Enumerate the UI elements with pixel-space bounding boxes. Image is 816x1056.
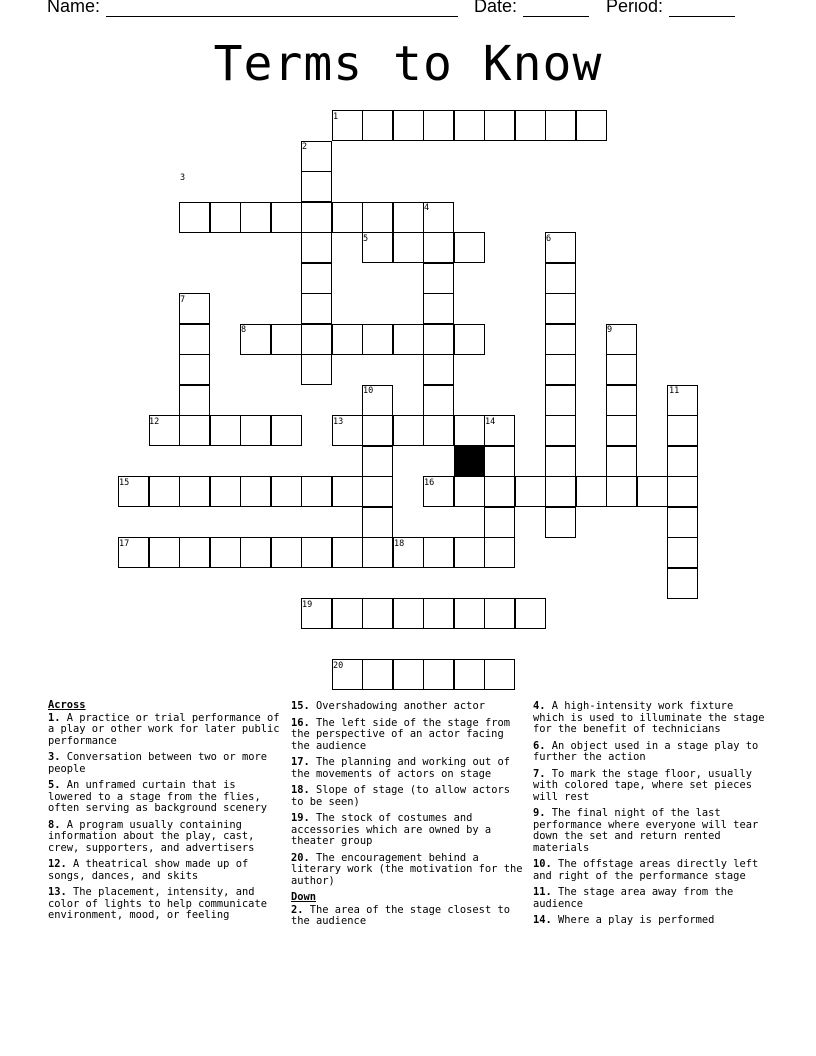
clue-number: 20.	[291, 851, 310, 864]
crossword-cell[interactable]	[545, 385, 576, 416]
crossword-cell[interactable]	[484, 659, 515, 690]
clue-number: 15	[119, 478, 130, 488]
clue-text: The left side of the stage from the perspective of an actor facing the audience	[291, 716, 510, 752]
crossword-cell[interactable]	[393, 232, 424, 263]
crossword-cell[interactable]	[545, 446, 576, 477]
clue-number: 12.	[48, 858, 67, 870]
clue-text: The area of the stage closest to the audience	[291, 903, 510, 927]
clue-down-10	[533, 859, 765, 882]
crossword-cell[interactable]	[667, 537, 698, 568]
clue-text: The stock of costumes and accessories which are owned by a theater group	[291, 812, 492, 847]
across-heading: Across	[48, 699, 86, 711]
crossword-cell[interactable]	[210, 476, 241, 507]
clue-number: 10.	[533, 858, 552, 870]
clue-across-15	[291, 701, 523, 713]
page-title: Terms to Know	[213, 36, 603, 92]
crossword-cell[interactable]	[423, 232, 454, 263]
clue-text: Overshadowing another actor	[316, 700, 485, 712]
crossword-cell[interactable]	[423, 324, 454, 355]
crossword-cell[interactable]	[545, 476, 576, 507]
clue-text: The stage area away from the audience	[533, 886, 734, 910]
clue-number: 11.	[533, 886, 552, 898]
crossword-cell[interactable]	[362, 598, 393, 629]
clues-column-2	[291, 701, 523, 933]
crossword-cell[interactable]	[240, 415, 271, 446]
crossword-cell[interactable]	[362, 415, 393, 446]
clue-down-9	[533, 808, 765, 854]
crossword-cell[interactable]	[301, 293, 332, 324]
clue-number: 16	[424, 478, 435, 488]
clue-down-6	[533, 741, 765, 764]
clue-number: 9.	[533, 807, 546, 819]
clue-text: A practice or trial performance of a play or other work for later public performance	[48, 711, 280, 747]
clue-number: 13	[333, 417, 344, 427]
crossword-cell[interactable]	[423, 263, 454, 294]
crossword-cell[interactable]	[667, 507, 698, 538]
clue-number: 19	[302, 600, 313, 610]
crossword-cell[interactable]	[271, 324, 302, 355]
clue-number: 14	[485, 417, 496, 427]
clue-number: 15.	[291, 700, 310, 712]
crossword-cell[interactable]	[179, 415, 210, 446]
crossword-cell[interactable]	[179, 385, 210, 416]
clue-text: Where a play is performed	[558, 914, 715, 926]
clue-text: A high-intensity work fixture which is used to illuminate the stage for the benefit of technicians	[533, 700, 765, 735]
clue-text: Conversation between two or more people	[48, 751, 267, 775]
clue-text: An object used in a stage play to further the action	[533, 739, 759, 763]
clue-down-2	[291, 905, 523, 928]
crossword-cell[interactable]	[362, 507, 393, 538]
crossword-cell[interactable]	[454, 598, 485, 629]
clue-down-11	[533, 887, 765, 910]
crossword-cell[interactable]	[545, 507, 576, 538]
crossword-cell[interactable]	[149, 476, 180, 507]
clue-number: 8	[241, 325, 247, 335]
crossword-cell[interactable]	[667, 568, 698, 599]
crossword-cell[interactable]	[637, 476, 668, 507]
crossword-cell[interactable]	[301, 232, 332, 263]
crossword-cell[interactable]	[423, 385, 454, 416]
crossword-cell[interactable]	[393, 202, 424, 233]
crossword-cell[interactable]	[301, 202, 332, 233]
crossword-cell[interactable]	[179, 324, 210, 355]
crossword-cell[interactable]	[332, 537, 363, 568]
clue-text: An unframed curtain that is lowered to a stage from the flies, often serving as background scenery	[48, 779, 267, 814]
crossword-cell[interactable]	[362, 446, 393, 477]
crossword-cell[interactable]	[545, 354, 576, 385]
crossword-cell[interactable]	[301, 354, 332, 385]
clues-column-1	[48, 700, 280, 927]
crossword-cell[interactable]	[576, 476, 607, 507]
clue-number: 14.	[533, 914, 552, 926]
crossword-cell[interactable]	[515, 598, 546, 629]
crossword-cell[interactable]	[332, 324, 363, 355]
crossword-cell[interactable]	[545, 324, 576, 355]
clues-column-3	[533, 701, 765, 932]
crossword-cell[interactable]	[393, 324, 424, 355]
name-label: Name:	[47, 0, 101, 16]
crossword-cell[interactable]	[606, 446, 637, 477]
crossword-cell[interactable]	[210, 202, 241, 233]
crossword-cell[interactable]	[362, 110, 393, 141]
crossword-cell[interactable]	[210, 415, 241, 446]
crossword-cell[interactable]	[454, 415, 485, 446]
crossword-cell[interactable]	[271, 537, 302, 568]
clue-number: 12	[149, 417, 160, 427]
crossword-cell[interactable]	[149, 537, 180, 568]
crossword-cell[interactable]	[362, 324, 393, 355]
crossword-cell[interactable]	[362, 202, 393, 233]
clue-text: The placement, intensity, and color of lights to help communicate environment, mood, or feeling	[48, 886, 267, 921]
clue-across-16	[291, 718, 523, 753]
crossword-cell[interactable]	[271, 415, 302, 446]
crossword-cell[interactable]	[423, 415, 454, 446]
clue-number: 11	[669, 386, 680, 396]
crossword-cell[interactable]	[423, 354, 454, 385]
crossword-cell[interactable]	[393, 110, 424, 141]
clue-across-1	[48, 713, 280, 748]
crossword-cell[interactable]	[210, 537, 241, 568]
clue-across-19	[291, 813, 523, 848]
clue-number: 13.	[48, 886, 67, 898]
clue-down-7	[533, 769, 765, 804]
clue-text: A program usually containing information about the play, cast, crew, supporters, and advertisers	[48, 818, 255, 854]
crossword-cell[interactable]	[240, 537, 271, 568]
clue-text: To mark the stage floor, usually with colored tape, where set pieces will rest	[533, 767, 752, 803]
crossword-cell[interactable]	[362, 659, 393, 690]
clue-number: 5	[363, 234, 369, 244]
crossword-cell[interactable]	[423, 598, 454, 629]
crossword-cell[interactable]	[423, 659, 454, 690]
crossword-cell[interactable]	[240, 202, 271, 233]
clue-number: 10	[363, 386, 374, 396]
crossword-cell[interactable]	[454, 537, 485, 568]
crossword-cell[interactable]	[484, 537, 515, 568]
clue-text: The offstage areas directly left and right of the performance stage	[533, 858, 759, 882]
clue-number: 9	[607, 325, 613, 335]
crossword-cell[interactable]	[423, 537, 454, 568]
crossword-cell[interactable]	[484, 476, 515, 507]
clue-across-13	[48, 887, 280, 922]
crossword-cell[interactable]	[179, 202, 210, 233]
period-label: Period:	[606, 0, 664, 16]
crossword-cell[interactable]	[454, 232, 485, 263]
crossword-cell[interactable]	[301, 263, 332, 294]
crossword-cell[interactable]	[606, 385, 637, 416]
down-heading: Down	[291, 891, 317, 903]
clue-across-8	[48, 820, 280, 855]
crossword-cell[interactable]	[667, 476, 698, 507]
clue-down-14	[533, 915, 765, 927]
date-label: Date:	[474, 0, 518, 16]
crossword-cell[interactable]	[484, 110, 515, 141]
crossword-cell[interactable]	[332, 598, 363, 629]
crossword-cell[interactable]	[545, 110, 576, 141]
crossword-cell[interactable]	[454, 659, 485, 690]
clue-text: Slope of stage (to allow actors to be seen)	[291, 784, 510, 808]
crossword-cell[interactable]	[362, 537, 393, 568]
crossword-cell[interactable]	[606, 476, 637, 507]
clue-number: 18.	[291, 784, 310, 796]
crossword-cell[interactable]	[301, 476, 332, 507]
clue-number: 2	[302, 142, 308, 152]
crossword-cell[interactable]	[240, 476, 271, 507]
clue-number: 4	[424, 203, 430, 213]
clue-number: 2.	[291, 903, 304, 916]
crossword-cell[interactable]	[332, 202, 363, 233]
clue-number: 19.	[291, 812, 310, 824]
clue-text: The planning and working out of the movements of actors on stage	[291, 756, 510, 780]
crossword-cell[interactable]	[606, 415, 637, 446]
crossword-cell[interactable]	[515, 476, 546, 507]
crossword-cell[interactable]	[362, 476, 393, 507]
clue-number: 17	[119, 539, 130, 549]
crossword-cell[interactable]	[301, 171, 332, 202]
crossword-cell[interactable]	[667, 446, 698, 477]
crossword-cell[interactable]	[545, 263, 576, 294]
crossword-cell[interactable]	[454, 110, 485, 141]
clue-number: 8.	[48, 818, 61, 831]
crossword-cell[interactable]	[454, 476, 485, 507]
clue-across-3	[48, 752, 280, 775]
clue-across-18	[291, 785, 523, 808]
clue-across-17	[291, 757, 523, 780]
crossword-cell[interactable]	[393, 415, 424, 446]
clue-number: 17.	[291, 756, 310, 768]
crossword-cell[interactable]	[301, 537, 332, 568]
clue-number: 16.	[291, 716, 310, 729]
crossword-cell[interactable]	[545, 293, 576, 324]
crossword-cell[interactable]	[484, 598, 515, 629]
clue-number: 1	[333, 112, 339, 122]
crossword-cell[interactable]	[515, 110, 546, 141]
crossword-cell[interactable]	[484, 507, 515, 538]
clue-number: 7	[180, 295, 186, 305]
clue-across-20	[291, 853, 523, 888]
clue-number: 18	[394, 539, 405, 549]
clue-down-4	[533, 701, 765, 736]
clue-number: 3	[180, 173, 186, 183]
crossword-cell[interactable]	[393, 598, 424, 629]
clue-number: 20	[333, 661, 344, 671]
clue-text: The encouragement behind a literary work (the motivation for the author)	[291, 851, 523, 887]
crossword-cell[interactable]	[393, 659, 424, 690]
crossword-cell[interactable]	[423, 293, 454, 324]
crossword-cell[interactable]	[576, 110, 607, 141]
crossword-cell[interactable]	[332, 476, 363, 507]
crossword-cell[interactable]	[301, 324, 332, 355]
crossword-cell[interactable]	[606, 354, 637, 385]
crossword-cell[interactable]	[484, 446, 515, 477]
clue-text: A theatrical show made up of songs, dances, and skits	[48, 858, 249, 882]
crossword-cell[interactable]	[271, 476, 302, 507]
crossword-cell[interactable]	[454, 324, 485, 355]
clue-across-5	[48, 780, 280, 815]
crossword-cell[interactable]	[179, 537, 210, 568]
clue-number: 4.	[533, 700, 546, 712]
clue-text: The final night of the last performance where everyone will tear down the set and return rented materials	[533, 807, 759, 854]
crossword-cell[interactable]	[179, 476, 210, 507]
crossword-cell[interactable]	[423, 110, 454, 141]
crossword-cell[interactable]	[545, 415, 576, 446]
clue-number: 5.	[48, 779, 61, 791]
clue-number: 6.	[533, 739, 546, 752]
clue-number: 1.	[48, 711, 61, 724]
clue-across-12	[48, 859, 280, 882]
crossword-cell[interactable]	[179, 354, 210, 385]
clue-number: 6	[546, 234, 552, 244]
clue-number: 3.	[48, 751, 61, 763]
crossword-black-square	[454, 446, 485, 477]
crossword-cell[interactable]	[271, 202, 302, 233]
crossword-cell[interactable]	[667, 415, 698, 446]
clue-number: 7.	[533, 767, 546, 780]
